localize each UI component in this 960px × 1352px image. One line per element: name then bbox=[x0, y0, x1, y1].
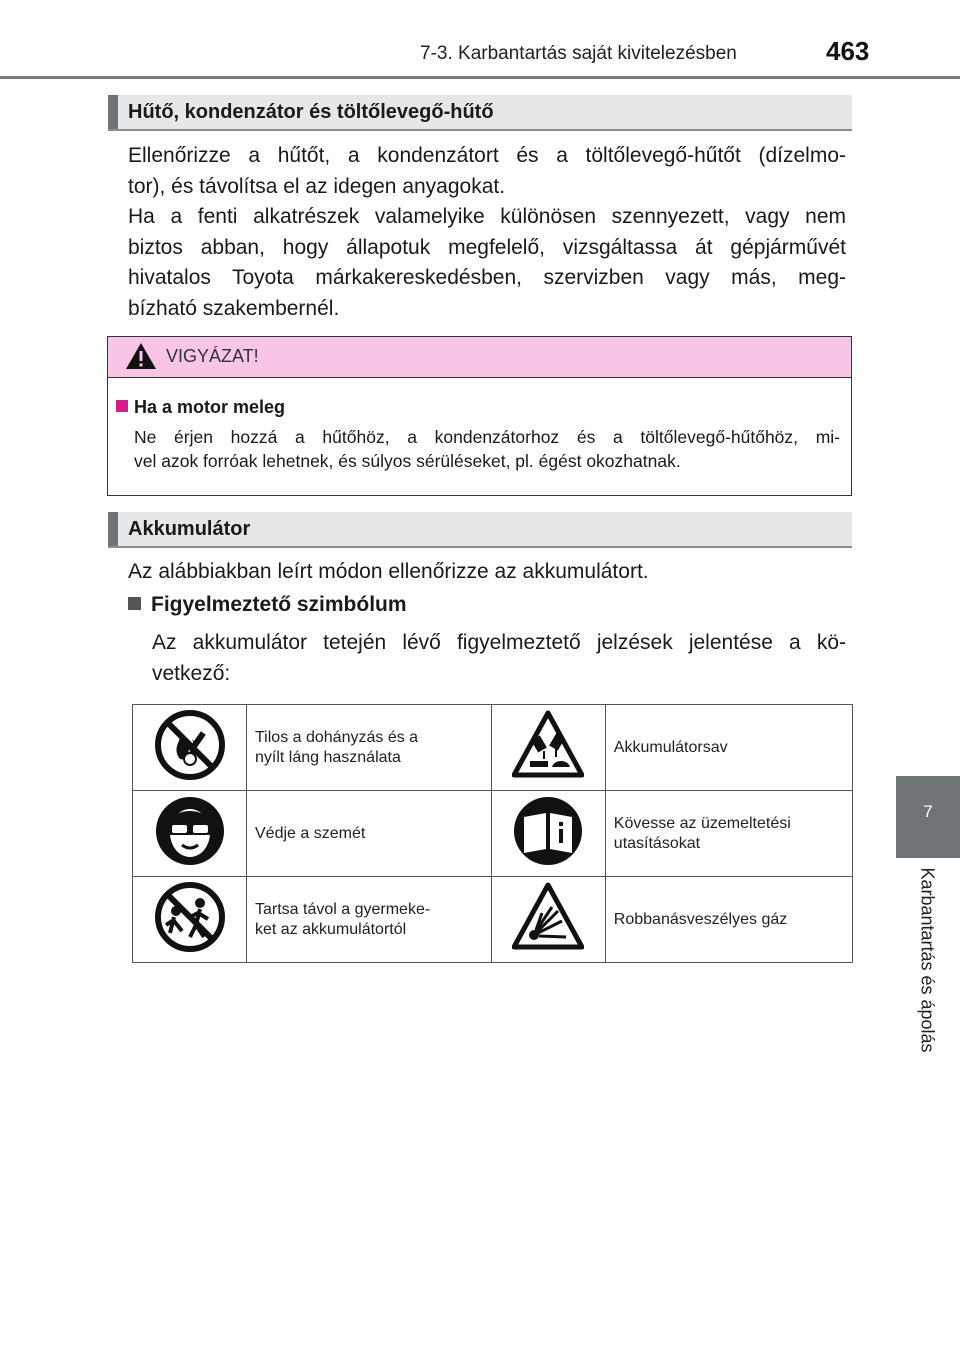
battery-intro bbox=[128, 557, 846, 588]
symbol-intro bbox=[152, 628, 846, 689]
battery-intro-text: Az alábbiakban leírt módon ellenőrizze az akkumulátort. bbox=[128, 560, 649, 583]
chapter-number: 7 bbox=[923, 802, 933, 821]
section-title: Akkumulátor bbox=[128, 518, 251, 540]
symbol-cell bbox=[491, 705, 605, 791]
paragraph-line: vetkező: bbox=[152, 661, 231, 685]
header-divider bbox=[0, 76, 960, 79]
page-number: 463 bbox=[826, 36, 870, 66]
label-line: ket az akkumulátortól bbox=[255, 920, 407, 938]
caution-label: VIGYÁZAT! bbox=[166, 346, 259, 366]
explosive-gas-icon bbox=[512, 881, 584, 953]
paragraph-line: hivatalos Toyota márkakereskedésben, szervizben vagy más, meg- bbox=[128, 266, 846, 289]
caution-header bbox=[108, 337, 851, 378]
section-heading-radiator bbox=[108, 95, 852, 131]
paragraph-line: Az akkumulátor tetején lévő figyelmeztető jelzések jelentése a kö- bbox=[152, 631, 846, 654]
caution-line: Ne érjen hozzá a hűtőhöz, a kondenzátorhoz és a töltőlevegő-hűtőhöz, mi- bbox=[134, 427, 840, 447]
caution-subtitle bbox=[116, 397, 285, 418]
caution-text bbox=[134, 425, 840, 473]
chapter-label: Karbantartás és ápolás bbox=[917, 867, 938, 1053]
bullet-square-icon bbox=[128, 597, 141, 610]
label-line: utasításokat bbox=[613, 834, 701, 852]
section-paragraph-radiator bbox=[128, 141, 846, 324]
chapter-tab bbox=[896, 776, 960, 858]
heading-bar bbox=[108, 95, 118, 129]
table-row bbox=[133, 877, 853, 963]
label-line: Kövesse az üzemeltetési bbox=[613, 814, 791, 832]
caution-line: vel azok forróak lehetnek, és súlyos sérüléseket, pl. égést okozhatnak. bbox=[134, 451, 681, 471]
section-heading-battery bbox=[108, 512, 852, 548]
label-line: Védje a szemét bbox=[255, 824, 366, 842]
symbol-label bbox=[605, 791, 852, 877]
symbol-cell bbox=[133, 877, 247, 963]
symbol-subheading-text: Figyelmeztető szimbólum bbox=[151, 593, 407, 616]
paragraph-line: Ha a fenti alkatrészek valamelyike különösen szennyezett, vagy nem bbox=[128, 205, 846, 228]
read-manual-icon bbox=[512, 795, 584, 867]
label-line: Akkumulátorsav bbox=[613, 738, 728, 756]
paragraph-line: bízható szakembernél. bbox=[128, 296, 340, 320]
no-smoking-no-flame-icon bbox=[154, 709, 226, 781]
bullet-square-icon bbox=[116, 400, 128, 412]
paragraph-line: tor), és távolítsa el az idegen anyagokat. bbox=[128, 174, 506, 198]
symbol-cell bbox=[133, 705, 247, 791]
warning-triangle-icon bbox=[124, 341, 158, 371]
warning-symbols-table bbox=[132, 704, 853, 963]
paragraph-line: Ellenőrizze a hűtőt, a kondenzátort és a töltőlevegő-hűtőt (dízelmo- bbox=[128, 144, 846, 167]
label-line: Tilos a dohányzás és a bbox=[255, 728, 419, 746]
symbol-label bbox=[605, 877, 852, 963]
heading-bar bbox=[108, 512, 118, 546]
symbol-label bbox=[247, 705, 492, 791]
caution-box bbox=[107, 336, 852, 496]
label-line: nyílt láng használata bbox=[255, 748, 401, 766]
battery-acid-icon bbox=[512, 709, 584, 781]
section-title: Hűtő, kondenzátor és töltőlevegő-hűtő bbox=[128, 101, 494, 123]
label-line: Robbanásveszélyes gáz bbox=[613, 910, 788, 928]
symbol-subheading bbox=[128, 593, 407, 617]
paragraph-line: biztos abban, hogy állapotuk megfelelő, vizsgáltassa át gépjárművét bbox=[128, 235, 846, 259]
symbol-cell bbox=[491, 791, 605, 877]
keep-children-away-icon bbox=[154, 881, 226, 953]
caution-subtitle-text: Ha a motor meleg bbox=[134, 397, 286, 417]
page-header-title: 7-3. Karbantartás saját kivitelezésben bbox=[420, 43, 737, 64]
label-line: Tartsa távol a gyermeke- bbox=[255, 900, 431, 918]
symbol-label bbox=[247, 791, 492, 877]
table-row bbox=[133, 705, 853, 791]
symbol-cell bbox=[491, 877, 605, 963]
symbol-label bbox=[605, 705, 852, 791]
table-row bbox=[133, 791, 853, 877]
symbol-label bbox=[247, 877, 492, 963]
symbol-cell bbox=[133, 791, 247, 877]
eye-protection-icon bbox=[154, 795, 226, 867]
